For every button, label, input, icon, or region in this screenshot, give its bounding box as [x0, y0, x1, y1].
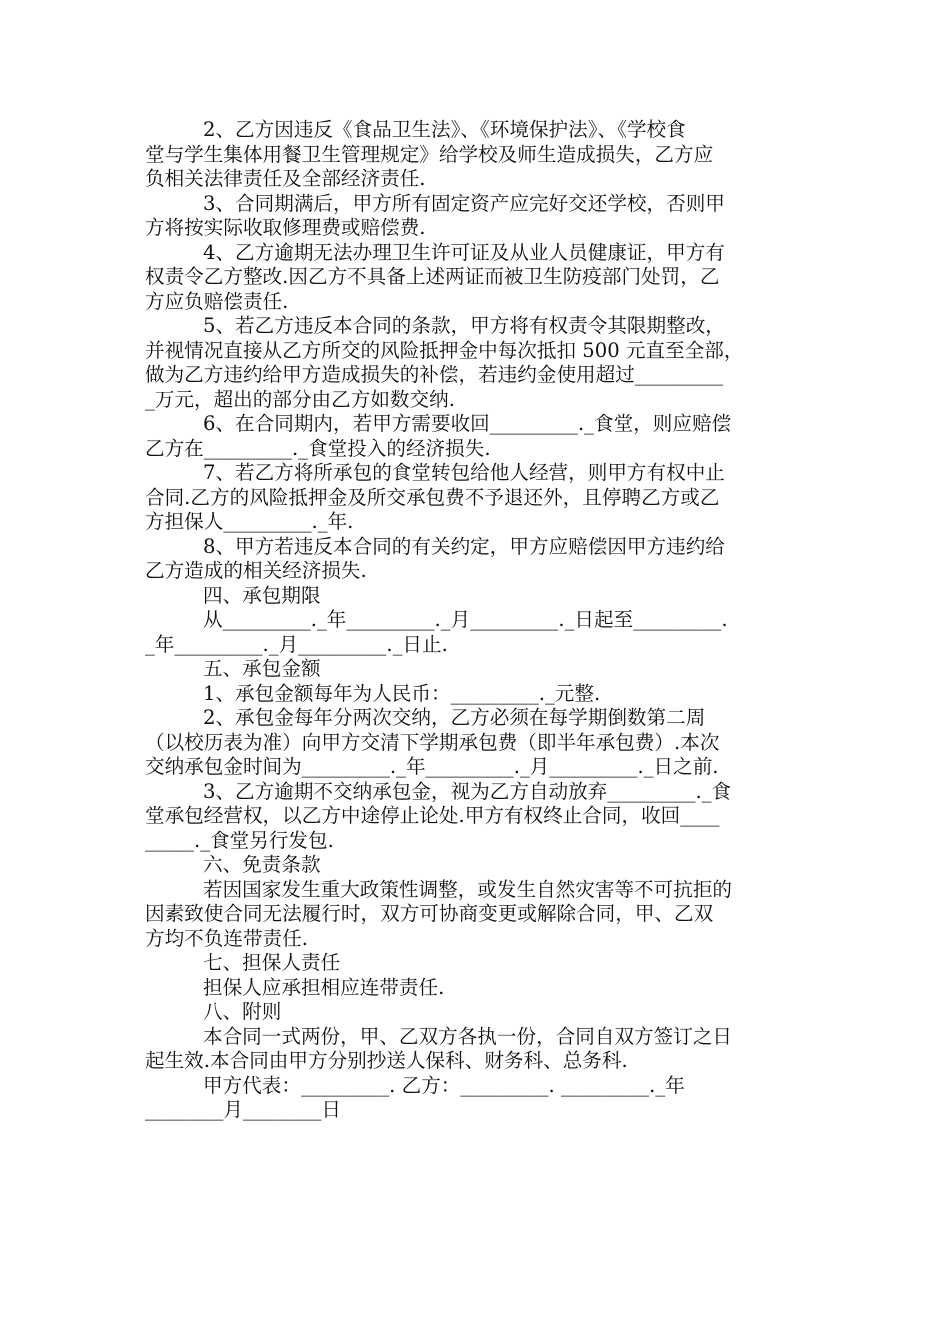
text-line: 从_________._年_________._月_________._日起至_________. [203, 608, 728, 631]
text-line: 甲方代表：_________. 乙方：_________. _________._年 [203, 1073, 685, 1097]
text-line: 六、免责条款 [203, 853, 321, 876]
text-line: _____._食堂另行发包. [145, 828, 334, 852]
text-line: 本合同一式两份，甲、乙双方各执一份，合同自双方签订之日 [203, 1024, 733, 1048]
text-line: 7、若乙方将所承包的食堂转包给他人经营，则甲方有权中止 [203, 461, 725, 484]
text-line: 乙方在_________._食堂投入的经济损失. [145, 436, 491, 460]
text-line: 七、担保人责任 [203, 951, 341, 974]
text-line: 2、承包金每年分两次交纳，乙方必须在每学期倒数第二周 [203, 706, 706, 729]
text-line: 并视情况直接从乙方所交的风险抵押金中每次抵扣 500 元直至全部， [145, 338, 744, 362]
text-line: 八、附则 [203, 1000, 282, 1023]
text-line: 3、乙方逾期不交纳承包金，视为乙方自动放弃_________._食 [203, 779, 732, 803]
text-line: 3、合同期满后，甲方所有固定资产应完好交还学校，否则甲 [203, 191, 725, 215]
text-line: （以校历表为准）向甲方交清下学期承包费（即半年承包费）.本次 [145, 730, 720, 754]
text-line: 五、承包金额 [203, 657, 321, 680]
text-line: 起生效.本合同由甲方分别抄送人保科、财务科、总务科. [145, 1049, 628, 1072]
text-line: 负相关法律责任及全部经济责任. [145, 167, 426, 190]
text-line: 堂承包经营权，以乙方中途停止论处.甲方有权终止合同，收回____ [145, 804, 720, 827]
text-line: 方将按实际收取修理费或赔偿费. [145, 216, 426, 239]
text-line: 堂与学生集体用餐卫生管理规定》给学校及师生造成损失，乙方应 [145, 142, 714, 166]
text-line: 方应负赔偿责任. [145, 289, 289, 313]
text-line: 因素致使合同无法履行时，双方可协商变更或解除合同，甲、乙双 [145, 902, 714, 925]
text-line: 乙方造成的相关经济损失. [145, 559, 367, 582]
text-line: 6、在合同期内，若甲方需要收回_________._食堂，则应赔偿 [203, 412, 732, 435]
text-line: 5、若乙方违反本合同的条款，甲方将有权责令其限期整改， [203, 314, 725, 337]
text-line: 交纳承包金时间为_________._年_________._月_________._日之前. [145, 755, 719, 778]
text-line: 做为乙方违约给甲方造成损失的补偿，若违约金使用超过_________ [145, 363, 724, 386]
text-line: 四、承包期限 [203, 583, 321, 607]
text-line: 1、承包金额每年为人民币：_________._元整. [203, 681, 601, 705]
text-line: _万元，超出的部分由乙方如数交纳. [145, 387, 455, 411]
text-line: 8、甲方若违反本合同的有关约定，甲方应赔偿因甲方违约给 [203, 534, 725, 558]
text-line: _年_________._月_________._日止. [145, 632, 448, 656]
text-line: 担保人应承担相应连带责任. [203, 975, 445, 999]
document-page [145, 118, 810, 1123]
text-line: 方担保人_________._年. [145, 510, 354, 533]
text-line: 权责令乙方整改.因乙方不具备上述两证而被卫生防疫部门处罚，乙 [145, 265, 720, 288]
text-line: 4、乙方逾期无法办理卫生许可证及从业人员健康证，甲方有 [203, 240, 725, 264]
text-line: 方均不负连带责任. [145, 926, 308, 950]
text-line: 合同.乙方的风险抵押金及所交承包费不予退还外，且停聘乙方或乙 [145, 485, 720, 509]
text-line: 若因国家发生重大政策性调整，或发生自然灾害等不可抗拒的 [203, 877, 733, 901]
text-line: ________月________日 [145, 1098, 341, 1121]
text-line: 2、乙方因违反《食品卫生法》、《环境保护法》、《学校食 [203, 118, 686, 141]
